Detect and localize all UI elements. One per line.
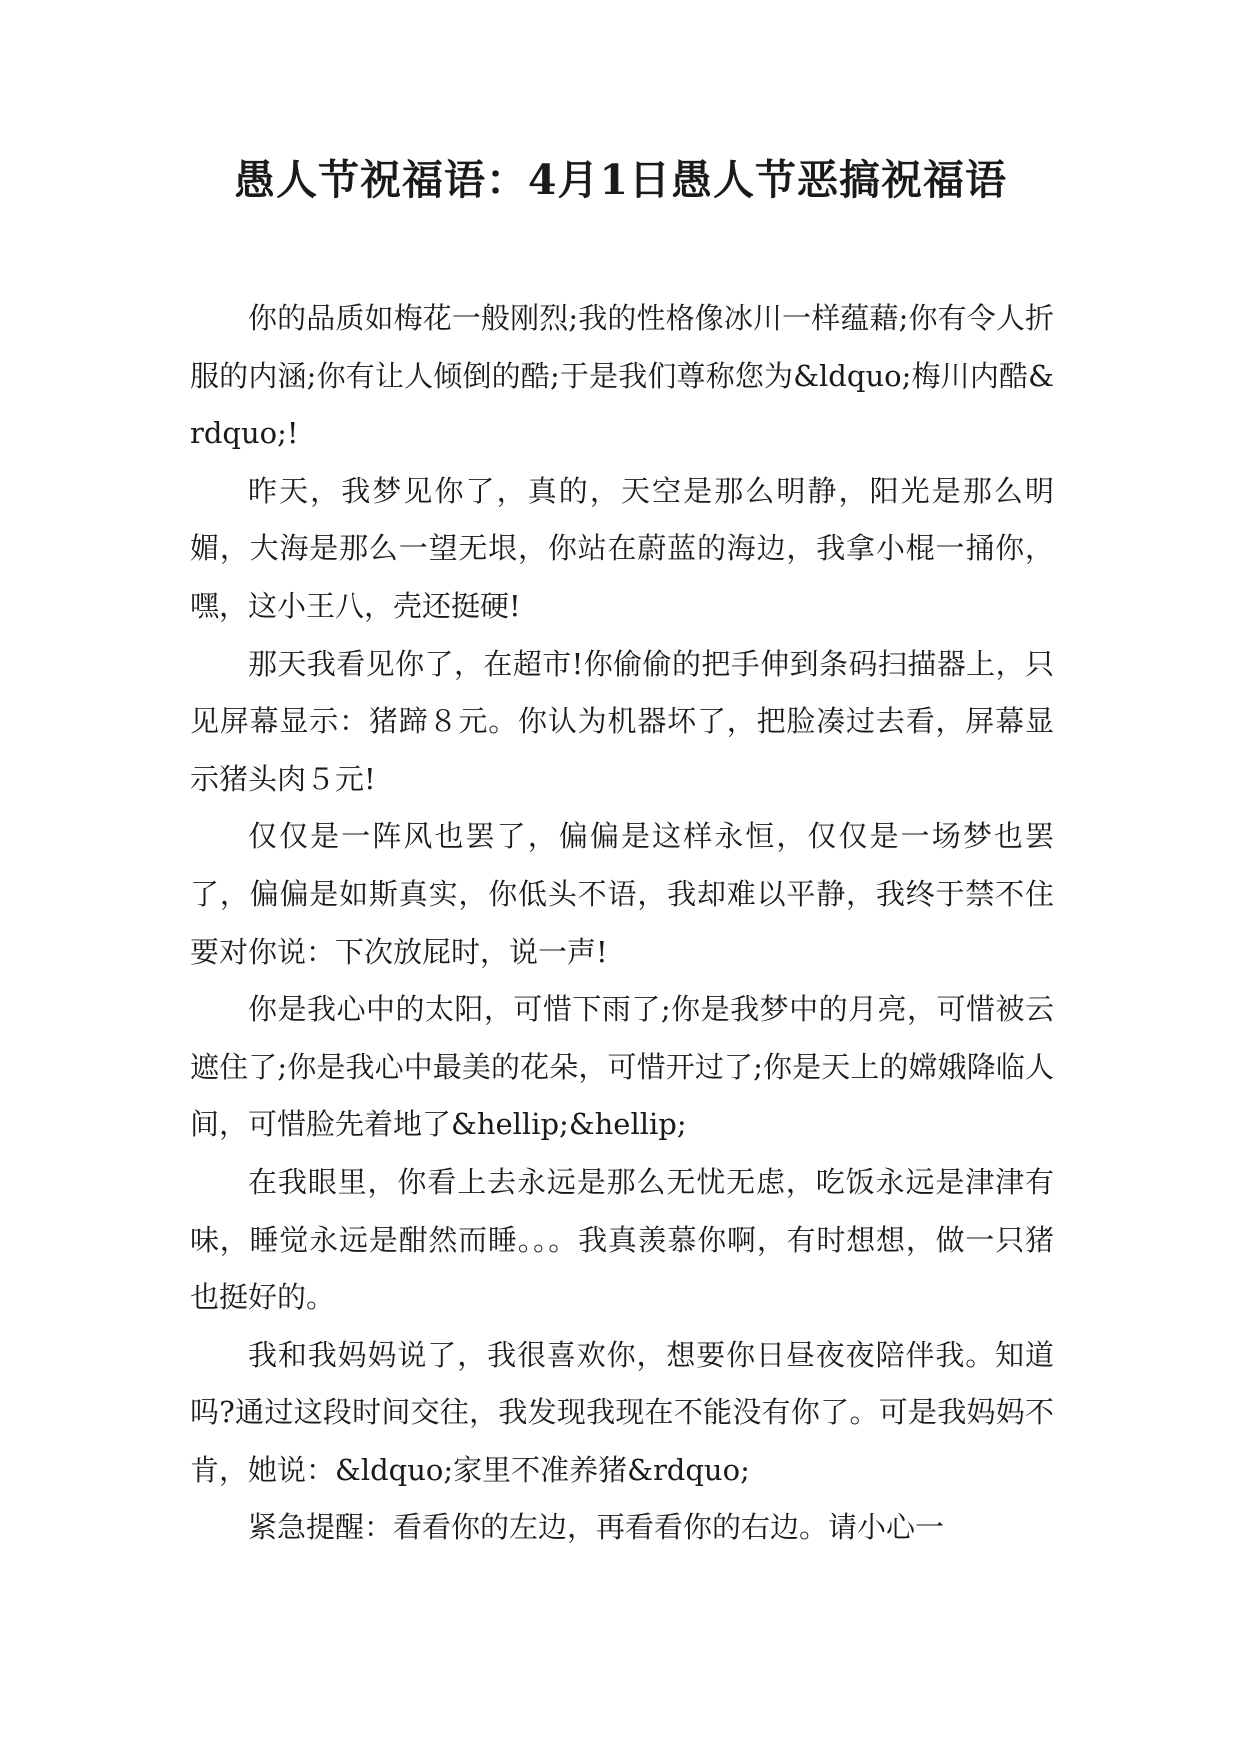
paragraph: 我和我妈妈说了，我很喜欢你，想要你日昼夜夜陪伴我。知道吗?通过这段时间交往，我发现我现在不能没有你了。可是我妈妈不肯，她说：&ldquo;家里不准养猪&rdquo;	[190, 1337, 1054, 1487]
paragraph: 紧急提醒：看看你的左边，再看看你的右边。请小心一	[248, 1510, 945, 1545]
document-title: 愚人节祝福语：4月1日愚人节恶搞祝福语	[233, 156, 1008, 204]
paragraph: 那天我看见你了，在超市!你偷偷的把手伸到条码扫描器上，只见屏幕显示：猪蹄８元。你认为机器坏了，把脸凑过去看，屏幕显示猪头肉５元!	[190, 646, 1054, 796]
paragraph: 你的品质如梅花一般刚烈;我的性格像冰川一样蕴藉;你有令人折服的内涵;你有让人倾倒的酷;于是我们尊称您为&ldquo;梅川内酷&rdquo;!	[190, 301, 1054, 451]
paragraph: 仅仅是一阵风也罢了，偏偏是这样永恒，仅仅是一场梦也罢了，偏偏是如斯真实，你低头不语，我却难以平静，我终于禁不住要对你说：下次放屁时，说一声!	[190, 819, 1054, 969]
paragraph: 在我眼里，你看上去永远是那么无忧无虑，吃饭永远是津津有味，睡觉永远是酣然而睡。。。我真羡慕你啊，有时想想，做一只猪也挺好的。	[190, 1164, 1054, 1315]
document-body	[190, 290, 1054, 1557]
paragraph: 你是我心中的太阳，可惜下雨了;你是我梦中的月亮，可惜被云遮住了;你是我心中最美的花朵，可惜开过了;你是天上的嫦娥降临人间，可惜脸先着地了&hellip;&hellip;	[190, 992, 1054, 1142]
paragraph: 昨天，我梦见你了，真的，天空是那么明静，阳光是那么明媚，大海是那么一望无垠，你站在蔚蓝的海边，我拿小棍一捅你，嘿，这小王八，壳还挺硬!	[190, 473, 1054, 623]
